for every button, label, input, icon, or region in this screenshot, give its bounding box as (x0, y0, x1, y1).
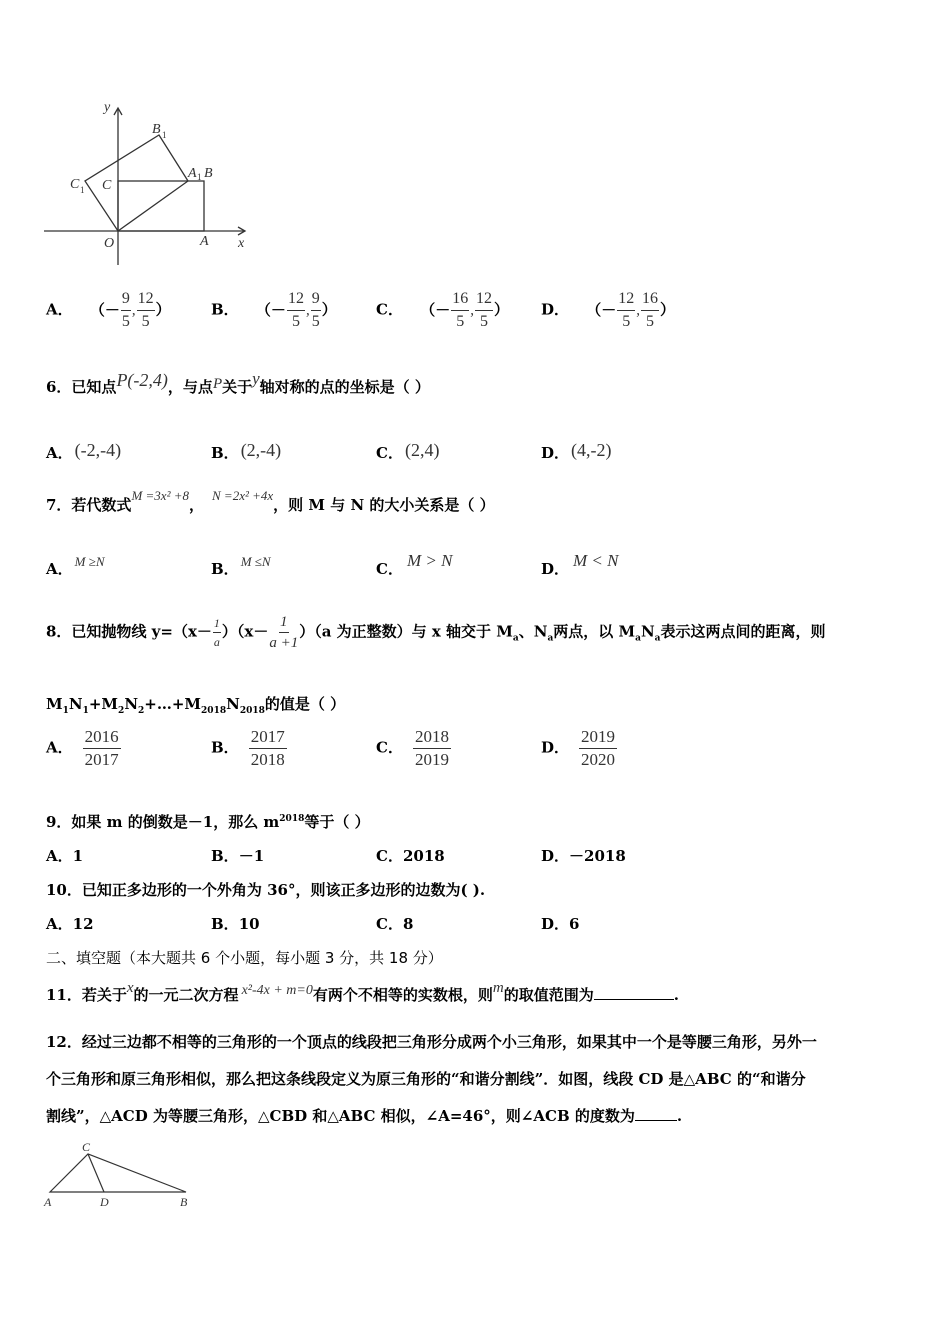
q5-option-d[interactable]: D． （－ $\frac{12}{5}$ , $\frac{16}{5}$ ） (541, 288, 675, 333)
fraction: $\frac{1}{a +1}$ (269, 614, 299, 651)
q7-option-b[interactable]: B． M ≤N (211, 554, 271, 578)
question-8-line-2: $M_1N_1+M_2N_2+\dots+M_{2018}N_{2018}$的值是（ ） (46, 695, 346, 716)
fraction: $\frac{9}{5}$ (121, 290, 130, 330)
label-A: A (200, 234, 209, 249)
coordinate-figure-q5 (40, 95, 255, 270)
fraction: $\frac{12}{5}$ (287, 290, 304, 330)
q7-option-d[interactable]: D． M < N (541, 551, 619, 578)
question-9: 9．如果 m 的倒数是－1，那么 $m^{2018}$等于（ ） (46, 813, 370, 831)
q9-option-b[interactable]: B．－1 (211, 847, 265, 865)
answer-blank[interactable] (635, 1120, 677, 1121)
fraction: $\frac{1}{a}$ (213, 616, 220, 649)
label-A1-sub: 1 (197, 172, 202, 182)
q8-option-c[interactable]: C． $\frac{2018}{2019}$ (376, 727, 449, 769)
triangle-ABC (50, 1154, 186, 1192)
label-O: O (104, 236, 115, 251)
question-10: 10．已知正多边形的一个外角为 36°，则该正多边形的边数为( ). (46, 881, 486, 899)
label-C: C (82, 1140, 91, 1154)
label-x: x (238, 236, 245, 251)
q5-option-a[interactable]: A． （－ $\frac{9}{5}$ , $\frac{12}{5}$ ） (46, 288, 171, 333)
q7-option-a[interactable]: A． M ≥N (46, 554, 105, 578)
q9-option-c[interactable]: C．2018 (376, 847, 445, 865)
q6-option-c[interactable]: C． (2,4) (376, 440, 440, 462)
q10-option-a[interactable]: A．12 (46, 915, 94, 933)
q10-option-d[interactable]: D．6 (541, 915, 580, 933)
q9-option-d[interactable]: D．－2018 (541, 847, 626, 865)
q8-option-b[interactable]: B． $\frac{2017}{2018}$ (211, 727, 285, 769)
label-A: A (44, 1195, 52, 1209)
q8-option-d[interactable]: D． $\frac{2019}{2020}$ (541, 727, 616, 769)
question-8-line-1: 8．已知抛物线 y=（x－ $\frac{1}{a}$ ）（x－ $\frac{1}{a +1}$ ）（a 为正整数）与 x 轴交于 $M_a$、$N_a$两点，以 $M_aN_a$表示这两点间的距离，则 (46, 614, 826, 651)
question-6: 6．已知点P(-2,4)，与点P关于y轴对称的点的坐标是（ ） (46, 369, 430, 396)
question-7: 7．若代数式M =3x² +8，N =2x² +4x，则 M 与 N 的大小关系是（ ） (46, 488, 495, 514)
rotated-rectangle (85, 135, 188, 231)
label-C1-sub: 1 (80, 185, 85, 195)
fraction: $\frac{16}{5}$ (642, 290, 659, 330)
label-C: C (102, 178, 112, 193)
section-2-title: 二、填空题（本大题共 6 个小题，每小题 3 分，共 18 分） (46, 949, 443, 967)
label-A1: A (188, 166, 197, 181)
question-12-line-3: 割线”，△ACD 为等腰三角形，△CBD 和△ABC 相似，∠A=46°，则∠ACB 的度数为 . (46, 1107, 683, 1125)
question-12-line-1: 12．经过三边都不相等的三角形的一个顶点的线段把三角形分成两个小三角形，如果其中一个是等腰三角形，另外一 (46, 1033, 817, 1051)
question-11: 11．若关于x的一元二次方程 x²-4x + m=0有两个不相等的实数根，则m的取值范围为 . (46, 980, 679, 1004)
fraction: $\frac{12}{5}$ (137, 290, 154, 330)
q5-option-b[interactable]: B． （－ $\frac{12}{5}$ , $\frac{9}{5}$ ） (211, 288, 337, 333)
q6-option-a[interactable]: A． (-2,-4) (46, 440, 122, 462)
rectangle-OABC (118, 181, 204, 231)
label-y: y (104, 100, 111, 115)
q7-option-c[interactable]: C． M > N (376, 551, 453, 578)
q9-option-a[interactable]: A．1 (46, 847, 84, 865)
answer-blank[interactable] (594, 999, 674, 1000)
q8-option-a[interactable]: A． $\frac{2016}{2017}$ (46, 727, 119, 769)
label-B: B (204, 166, 213, 181)
fraction: $\frac{16}{5}$ (452, 290, 469, 330)
fraction: $\frac{12}{5}$ (618, 290, 635, 330)
label-B1: B (152, 122, 161, 137)
q6-option-b[interactable]: B． (2,-4) (211, 440, 282, 462)
fraction: $\frac{9}{5}$ (311, 290, 320, 330)
fraction: $\frac{12}{5}$ (475, 290, 492, 330)
q6-option-d[interactable]: D． (4,-2) (541, 440, 612, 462)
question-12-line-2: 个三角形和原三角形相似，那么把这条线段定义为原三角形的“和谐分割线”．如图，线段 CD 是△ABC 的“和谐分 (46, 1070, 806, 1088)
q10-option-b[interactable]: B．10 (211, 915, 260, 933)
label-B1-sub: 1 (162, 130, 167, 140)
label-C1: C (70, 177, 80, 192)
q10-option-c[interactable]: C．8 (376, 915, 414, 933)
label-B: B (180, 1195, 188, 1209)
triangle-figure-q12 (40, 1138, 200, 1210)
label-D: D (100, 1195, 109, 1209)
q5-option-c[interactable]: C． （－ $\frac{16}{5}$ , $\frac{12}{5}$ ） (376, 288, 509, 333)
